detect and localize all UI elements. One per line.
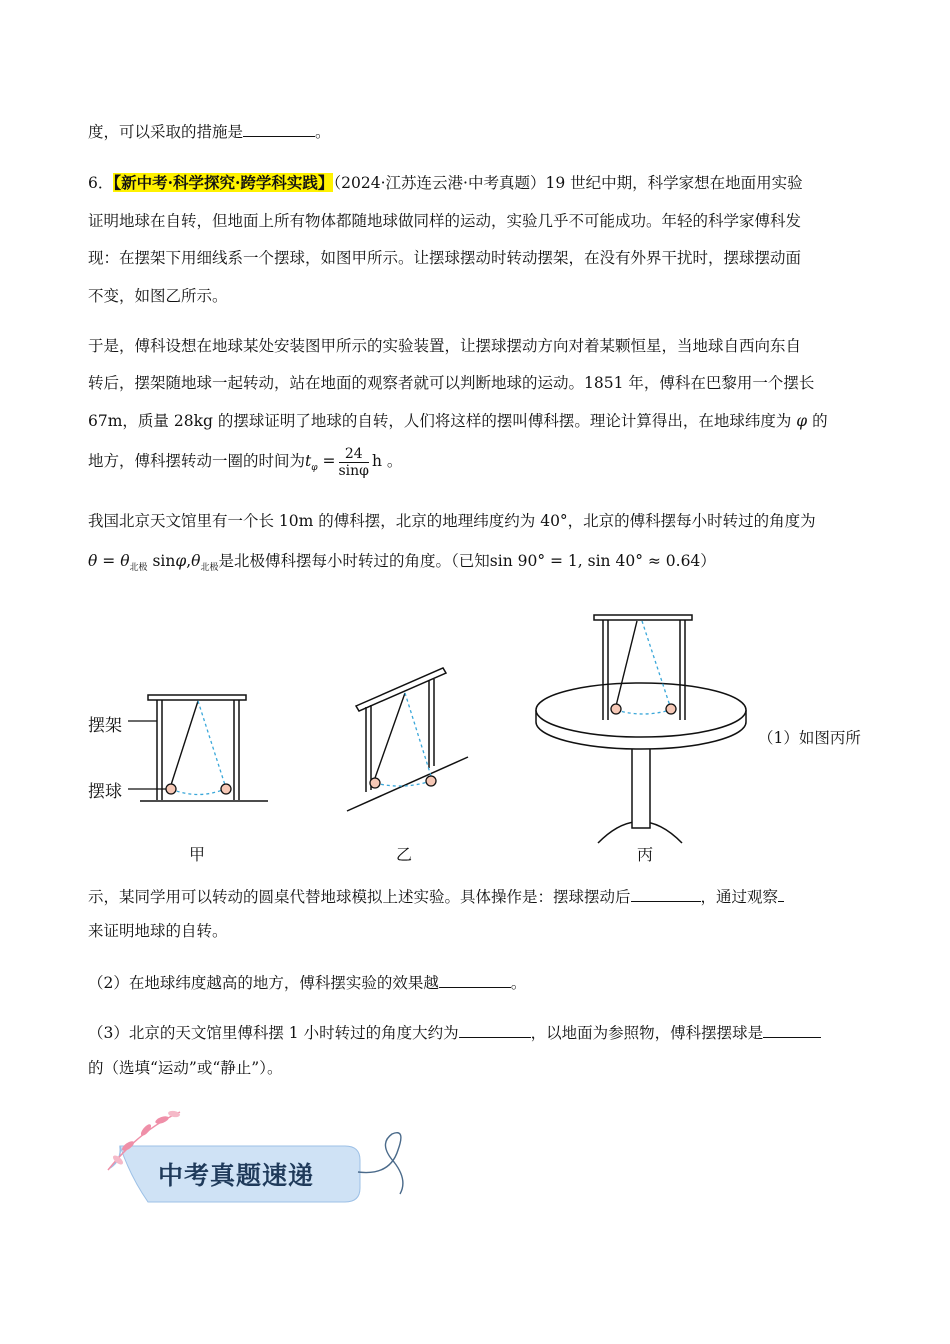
figure-c bbox=[536, 615, 746, 843]
caption-a: 甲 bbox=[189, 845, 206, 864]
question-1-start: （1）如图丙所 bbox=[758, 729, 861, 747]
answer-blank[interactable] bbox=[763, 1022, 821, 1038]
question-6-header: 6．【新中考·科学探究·跨学科实践】（2024·江苏连云港·中考真题）19 世纪中期，科学家想在地面用实验 bbox=[88, 173, 803, 192]
label-ball: 摆球 bbox=[88, 782, 122, 802]
answer-blank[interactable] bbox=[439, 972, 511, 988]
formula-line: $\theta = \theta_{北极}$ $\sin\varphi,\theta_{北极}$是北极傅科摆每小时转过的角度。（已知sin 90° = 1, sin 40° ≈ 0.64） bbox=[88, 552, 716, 574]
formula-line: 地方，傅科摆转动一圈的时间为$t_\varphi$ = $\frac{24}{\sin\varphi}$ h 。 bbox=[88, 445, 403, 479]
question-3-end: 的（选填“运动”或“静止”）。 bbox=[88, 1059, 283, 1077]
answer-blank[interactable] bbox=[778, 886, 784, 902]
paragraph-line: 我国北京天文馆里有一个长 10m 的傅科摆，北京的地理纬度约为 40°，北京的傅科摆每小时转过的角度为 bbox=[88, 512, 816, 530]
caption-b: 乙 bbox=[396, 845, 413, 864]
banner-title: 中考真题速递 bbox=[158, 1161, 315, 1190]
question-1-line: 示，某同学用可以转动的圆桌代替地球模拟上述实验。具体操作是：摆球摆动后 ，通过观察 bbox=[88, 886, 784, 907]
figure-a bbox=[128, 695, 268, 801]
caption-c: 丙 bbox=[637, 845, 654, 864]
figure-b bbox=[347, 668, 468, 811]
question-2-line: （2）在地球纬度越高的地方，傅科摆实验的效果越 。 bbox=[88, 974, 527, 992]
question-number: 6． bbox=[88, 174, 114, 192]
fraction: $\frac{24}{\sin\varphi}$ bbox=[338, 445, 369, 479]
paragraph-line: 转后，摆架随地球一起转动，站在地面的观察者就可以判断地球的运动。1851 年，傅科在巴黎用一个摆长 bbox=[88, 374, 815, 392]
answer-blank[interactable] bbox=[631, 886, 701, 902]
label-frame: 摆架 bbox=[88, 716, 122, 736]
question-1-end: 来证明地球的自转。 bbox=[88, 922, 228, 940]
question-3-line: （3）北京的天文馆里傅科摆 1 小时转过的角度大约为 ，以地面为参照物，傅科摆摆球是 bbox=[88, 1022, 821, 1043]
paragraph-line: 现：在摆架下用细线系一个摆球，如图甲所示。让摆球摆动时转动摆架，在没有外界干扰时，摆球摆动面 bbox=[88, 249, 802, 267]
answer-blank[interactable] bbox=[459, 1022, 531, 1038]
paragraph-line: 不变，如图乙所示。 bbox=[88, 287, 228, 305]
intro-line: 度，可以采取的措施是 。 bbox=[88, 123, 331, 141]
paragraph-line: 于是，傅科设想在地球某处安装图甲所示的实验装置，让摆球摆动方向对着某颗恒星，当地球自西向东自 bbox=[88, 337, 802, 355]
question-tag: 【新中考·科学探究·跨学科实践】 bbox=[113, 173, 334, 192]
paragraph-line: 证明地球在自转，但地面上所有物体都随地球做同样的运动，实验几乎不可能成功。年轻的科学家傅科发 bbox=[88, 212, 802, 230]
paragraph-line: 67m，质量 28kg 的摆球证明了地球的自转，人们将这样的摆叫傅科摆。理论计算得出，在地球纬度为 φ 的 bbox=[88, 412, 828, 430]
